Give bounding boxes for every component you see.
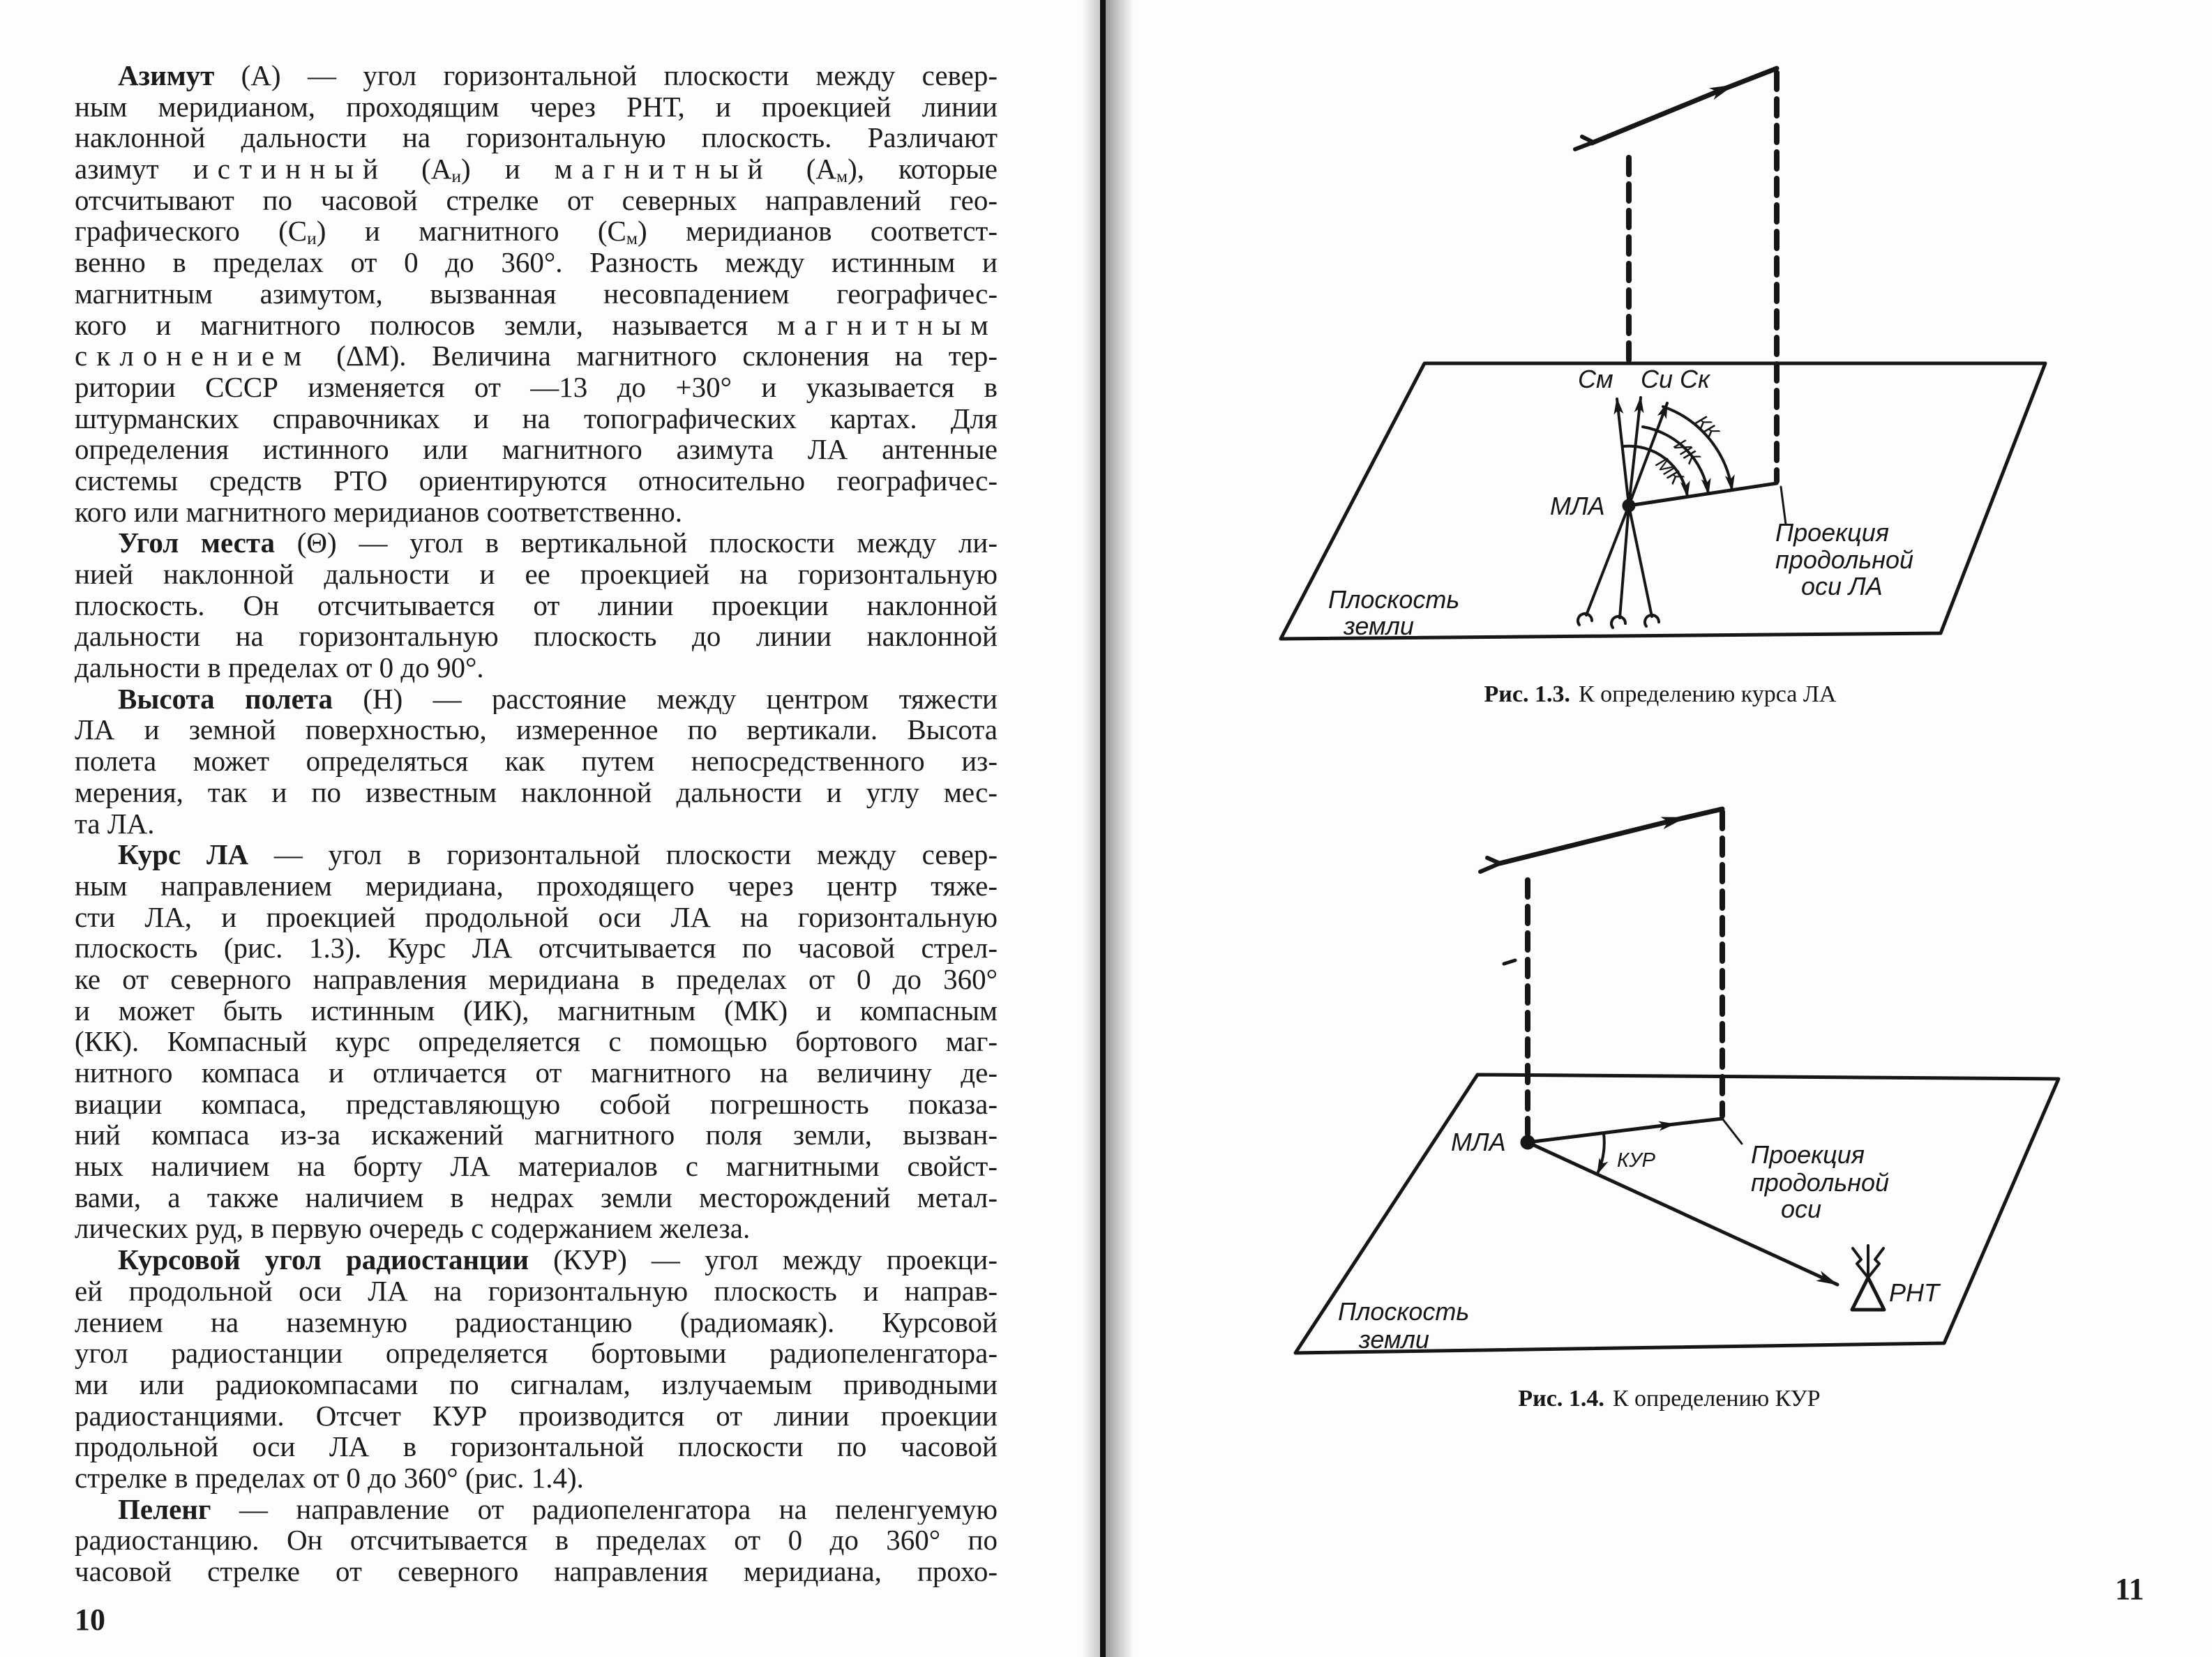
meridian-end-hook (1611, 616, 1625, 628)
label-projection-line-3: оси (1781, 1195, 1822, 1223)
aircraft-tail-mark (1575, 137, 1593, 149)
antenna-radiation-left (1853, 1248, 1868, 1278)
label-aircraft-location: МЛА (1451, 1128, 1506, 1156)
text-run: графического (С (75, 215, 308, 248)
text-run: (КУР) — угол между проекци- (529, 1244, 998, 1276)
caption-text: К определению курса ЛА (1578, 681, 1837, 707)
magnetic-meridian-arrow (1617, 399, 1629, 506)
text-run: ритории СССР изменяется от —13 до +30° и указывается в (75, 371, 998, 403)
text-run: лением на наземную радиостанцию (радиомаяк). Курсовой (75, 1306, 998, 1338)
text-run: (КК). Компасный курс определяется с помощью бортового маг- (75, 1026, 998, 1057)
text-run: ) меридианов соответст- (637, 215, 998, 248)
antenna-radiation-right (1868, 1248, 1883, 1278)
ground-station-triangle (1852, 1278, 1884, 1310)
flight-path-arrow (1500, 809, 1722, 863)
text-run: лических руд, в первую очередь с содержанием железа. (75, 1213, 751, 1245)
text-run: ным направлением меридиана, проходящего через центр тяже- (75, 870, 998, 902)
text-run: — угол в горизонтальной плоскости между север- (248, 839, 998, 870)
text-run: кого и магнитного полюсов земли, называется (75, 309, 777, 341)
meridian-end-hook (1578, 614, 1592, 625)
projection-leader-line (1722, 1119, 1742, 1144)
text-run: вами, а также наличием в недрах земли месторождений метал- (75, 1181, 998, 1213)
text-run: венно в пределах от 0 до 360°. Разность между истинным и (75, 247, 998, 278)
label-magnetic-course: МК (1650, 453, 1687, 490)
text-run: нией наклонной дальности и ее проекцией на горизонтальную (75, 559, 998, 590)
text-run: штурманских справочниках и на топографических картах. Для (75, 402, 998, 434)
text-run: виации компаса, представляющую собой погрешность показа- (75, 1088, 998, 1120)
term: Угол места (118, 527, 276, 559)
subscript: м (626, 229, 638, 248)
subscript: и (451, 167, 462, 185)
label-projection-line-1: Проекция (1751, 1140, 1865, 1169)
label-projection-line-2: продольной (1775, 545, 1914, 574)
text-run: определения истинного или магнитного азимута ЛА антенные (75, 434, 998, 465)
text-run: плоскость. Он отсчитывается от линии проекции наклонной (75, 589, 998, 621)
spaced-emphasis: истинный (193, 153, 388, 185)
text-run: часовой стрелке от северного направления меридиана, прохо- (75, 1556, 998, 1587)
text-run: радиостанциями. Отсчет КУР производится от линии проекции (75, 1400, 998, 1432)
meridian-lower-line (1629, 506, 1652, 616)
text-run: радиостанцию. Он отсчитывается в пределах от 0 до 360° по (75, 1524, 998, 1556)
text-run: продольной оси ЛА в горизонтальной плоскости по часовой (75, 1431, 998, 1462)
term: Курсовой угол радиостанции (118, 1244, 529, 1276)
text-run: стрелке в пределах от 0 до 360° (рис. 1.4). (75, 1462, 584, 1494)
text-run: ке от северного направления меридиана в пределах от 0 до 360° (75, 963, 998, 995)
figure-1-4 (1295, 809, 2059, 1353)
text-run: плоскость (рис. 1.3). Курс ЛА отсчитывается по часовой стрел- (75, 932, 998, 964)
label-aircraft-location: МЛА (1550, 492, 1605, 520)
term: Курс ЛА (118, 839, 249, 870)
longitudinal-axis-projection (1528, 1119, 1722, 1142)
text-run: та ЛА. (75, 808, 155, 840)
text-run: ) и (461, 153, 555, 185)
relative-bearing-arc (1597, 1133, 1604, 1174)
text-run: дальности в пределах от 0 до 90°. (75, 652, 484, 683)
text-run: (Н) — расстояние между центром тяжести (332, 683, 998, 715)
label-earth-plane-line-2: земли (1359, 1325, 1429, 1354)
text-run: ей продольной оси ЛА на горизонтальную плоскость и направ- (75, 1275, 998, 1307)
text-run: ным меридианом, проходящим через РНТ, и проекцией линии (75, 91, 998, 123)
subscript: м (836, 167, 848, 185)
figure-1-3 (1281, 68, 2045, 639)
label-relative-bearing: КУР (1617, 1149, 1655, 1172)
text-run: ми или радиокомпасами по сигналам, излучаемым приводными (75, 1368, 998, 1400)
text-run: отсчитывают по часовой стрелке от северных направлений гео- (75, 184, 998, 216)
label-true-compass-meridian: Си Ск (1641, 365, 1710, 393)
text-run: (ΔМ). Величина магнитного склонения на тер- (310, 340, 998, 372)
term: Высота полета (118, 683, 333, 715)
text-run: сти ЛА, и проекцией продольной оси ЛА на горизонтальную (75, 901, 998, 933)
label-compass-course: КК (1690, 411, 1723, 444)
spaced-emphasis: магнитным (777, 309, 998, 341)
text-run: угол радиостанции определяется бортовыми радиопеленгатора- (75, 1338, 998, 1369)
text-run: системы средств РТО ориентируются относительно географичес- (75, 464, 998, 497)
text-run: (А) — угол горизонтальной плоскости между север- (214, 60, 998, 91)
aircraft-tail-mark (1480, 858, 1500, 872)
text-run: ), которые (848, 153, 998, 185)
text-run: ) и магнитного (С (316, 215, 626, 248)
label-ground-station: РНТ (1889, 1278, 1939, 1307)
caption-text: К определению КУР (1612, 1386, 1821, 1412)
text-run: нитного компаса и отличается от магнитного на величину де- (75, 1057, 998, 1089)
aircraft-location-point (1624, 501, 1634, 510)
term: Пеленг (118, 1493, 211, 1525)
label-earth-plane-line-1: Плоскость (1328, 585, 1460, 614)
text-run: ний компаса из-за искажений магнитного поля земли, вызван- (75, 1119, 998, 1151)
text-run: (А (387, 153, 452, 185)
page-number-right: 11 (2115, 1572, 2144, 1606)
spaced-emphasis: магнитный (554, 153, 772, 185)
term: Азимут (118, 60, 215, 91)
text-run: ЛА и земной поверхностью, измеренное по вертикали. Высота (75, 714, 998, 746)
text-run: мерения, так и по известным наклонной дальности и углу мес- (75, 776, 998, 808)
text-run: ных наличием на борту ЛА материалов с магнитными свойст- (75, 1151, 998, 1182)
label-projection-line-3: оси ЛА (1801, 572, 1883, 600)
text-run: наклонной дальности на горизонтальную плоскость. Различают (75, 122, 998, 154)
page-number-left: 10 (75, 1603, 105, 1637)
text-run: полета может определяться как путем непосредственного из- (75, 746, 998, 777)
scan-tick-mark (1504, 960, 1515, 964)
text-run: кого или магнитного меридианов соответственно. (75, 496, 682, 528)
aircraft-location-point (1522, 1137, 1533, 1148)
label-projection-line-1: Проекция (1775, 518, 1889, 547)
text-run: дальности на горизонтальную плоскость до линии наклонной (75, 621, 998, 653)
text-run: (Θ) — угол в вертикальной плоскости между ли- (275, 527, 998, 559)
flight-path-arrow (1592, 68, 1777, 143)
caption-label: Рис. 1.4. (1518, 1386, 1604, 1412)
text-run: азимут (75, 153, 193, 185)
spaced-emphasis: склонением (75, 340, 311, 372)
text-run: магнитным азимутом, вызванная несовпадением географичес- (75, 278, 998, 310)
subscript: и (307, 229, 317, 248)
text-run: — направление от радиопеленгатора на пеленгуемую (211, 1493, 998, 1525)
longitudinal-axis-projection (1629, 483, 1777, 506)
figure-1-4-caption (1518, 1386, 1820, 1412)
label-earth-plane-line-1: Плоскость (1338, 1297, 1470, 1326)
text-run: и может быть истинным (ИК), магнитным (МК) и компасным (75, 994, 998, 1027)
label-earth-plane-line-2: земли (1344, 612, 1414, 640)
label-true-course: ИК (1669, 434, 1703, 469)
figure-1-3-caption (1484, 681, 1837, 707)
text-run: (А (772, 153, 837, 185)
caption-label: Рис. 1.3. (1484, 681, 1570, 707)
label-projection-line-2: продольной (1751, 1168, 1890, 1197)
label-magnetic-meridian: См (1578, 365, 1613, 393)
